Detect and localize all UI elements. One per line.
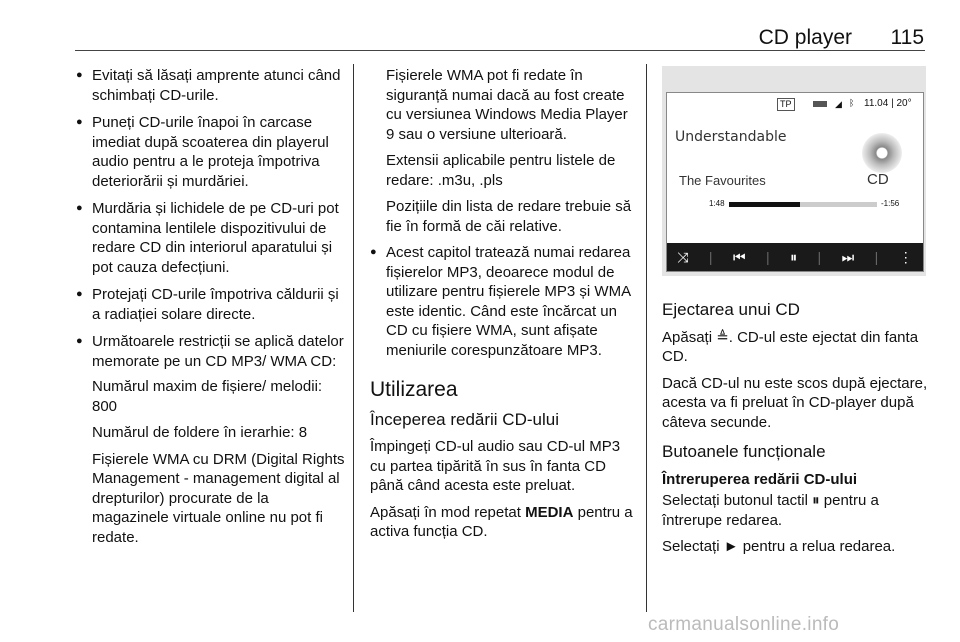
previous-icon[interactable]: ⏮ — [732, 248, 746, 265]
paragraph: Împingeți CD-ul audio sau CD-ul MP3 cu partea tipărită în sus în fanta CD până când acesta este preluat. — [370, 438, 621, 494]
album-name: The Favourites — [679, 173, 766, 188]
list-item: ● Puneți CD-urile înapoi în carcase imediat după scoaterea din playerul audio pentru a le proteja împotriva deteriorării și murdăriei. — [76, 113, 346, 191]
list-item: ● Protejați CD-urile împotriva căldurii și a radiației solare directe. — [76, 285, 346, 324]
separator: | — [874, 249, 879, 265]
left-column — [76, 66, 346, 554]
list-item: ● Evitați să lăsați amprente atunci când schimbați CD-urile. — [76, 66, 346, 105]
progress-fill — [729, 202, 800, 207]
column-divider-1 — [353, 64, 354, 612]
track-title: Understandable — [675, 129, 787, 145]
progress-bar[interactable] — [729, 202, 877, 207]
paragraph: Dacă CD-ul nu este scos după ejectare, acesta va fi preluat în CD-player după câteva secunde. — [662, 374, 928, 431]
list-item: ● Acest capitol tratează numai redarea fișierelor MP3, deoarece modul de utilizare pentru fișierele MP3 și WMA este identic. Când este încărcat un CD cu fișiere WMA, sunt afișate meniurile corespunzătoare MP3. — [370, 243, 636, 360]
menu-icon[interactable]: ⋮ — [898, 248, 913, 265]
subsection-heading: Butoanele funcționale — [662, 442, 826, 461]
minor-heading: Întreruperea redării CD-ului — [662, 470, 858, 488]
cd-disc-icon — [862, 133, 902, 173]
paragraph: Selectați butonul tactil ⏸ pentru a întrerupe redarea. — [662, 492, 879, 529]
sub-paragraph: Fișierele WMA cu DRM (Digital Rights Management - management digital al drepturilor) procurate de la magazinele virtuale online nu pot fi redate. — [92, 450, 345, 546]
remaining-time: -1:56 — [881, 199, 900, 208]
source-label: CD — [867, 171, 889, 188]
page-number: 115 — [890, 26, 924, 49]
subsection-heading: Ejectarea unui CD — [662, 300, 800, 319]
bluetooth-icon: ᛒ — [849, 98, 855, 108]
status-time: 11.04 | 20° — [864, 98, 912, 109]
next-icon[interactable]: ⏭ — [841, 248, 855, 265]
subsection-heading: Începerea redării CD-ului — [370, 409, 559, 429]
section-heading: Utilizarea — [370, 378, 458, 401]
header-rule — [75, 50, 925, 51]
paragraph: Apăsați în mod repetat MEDIA pentru a activa funcția CD. — [370, 503, 633, 540]
paragraph: Apăsați ≜. CD-ul este ejectat din fanta CD. — [662, 328, 919, 365]
pause-icon[interactable]: ⏸ — [790, 248, 798, 265]
sub-paragraph: Extensii aplicabile pentru listele de redare: .m3u, .pls — [386, 152, 616, 189]
sub-paragraph: Fișierele WMA pot fi redate în siguranță numai dacă au fost create cu versiunea Windows Media Player 9 sau o versiune ulterioară. — [386, 67, 628, 143]
list-item: ● Murdăria și lichidele de pe CD-uri pot contamina lentilele dispozitivului de redare CD din interiorul aparatului și pot cauza defecțiuni. — [76, 199, 346, 277]
cd-player-screenshot — [662, 66, 926, 276]
display-screen — [666, 92, 924, 272]
list-item: ● Următoarele restricții se aplică datelor memorate pe un CD MP3/ WMA CD: — [76, 332, 346, 371]
battery-icon — [813, 101, 827, 107]
sub-paragraph: Pozițiile din lista de redare trebuie să fie în formă de căi relative. — [386, 198, 632, 235]
right-column — [662, 290, 932, 564]
sub-paragraph: Numărul maxim de fișiere/ melodii: 800 — [92, 378, 323, 415]
signal-icon: ◢ — [835, 99, 842, 109]
watermark: carmanualsonline.info — [648, 614, 840, 635]
media-button-label: MEDIA — [525, 503, 574, 521]
middle-column — [370, 66, 636, 549]
control-bar — [667, 243, 923, 271]
separator: | — [765, 249, 770, 265]
separator: | — [817, 249, 822, 265]
separator: | — [708, 249, 713, 265]
shuffle-icon[interactable]: ⤨ — [677, 248, 689, 265]
page-title: CD player — [758, 26, 852, 49]
column-divider-2 — [646, 64, 647, 612]
paragraph: Selectați ► pentru a relua redarea. — [662, 538, 896, 555]
tp-badge: TP — [777, 98, 795, 111]
sub-paragraph: Numărul de foldere în ierarhie: 8 — [92, 424, 308, 441]
elapsed-time: 1:48 — [709, 199, 725, 208]
